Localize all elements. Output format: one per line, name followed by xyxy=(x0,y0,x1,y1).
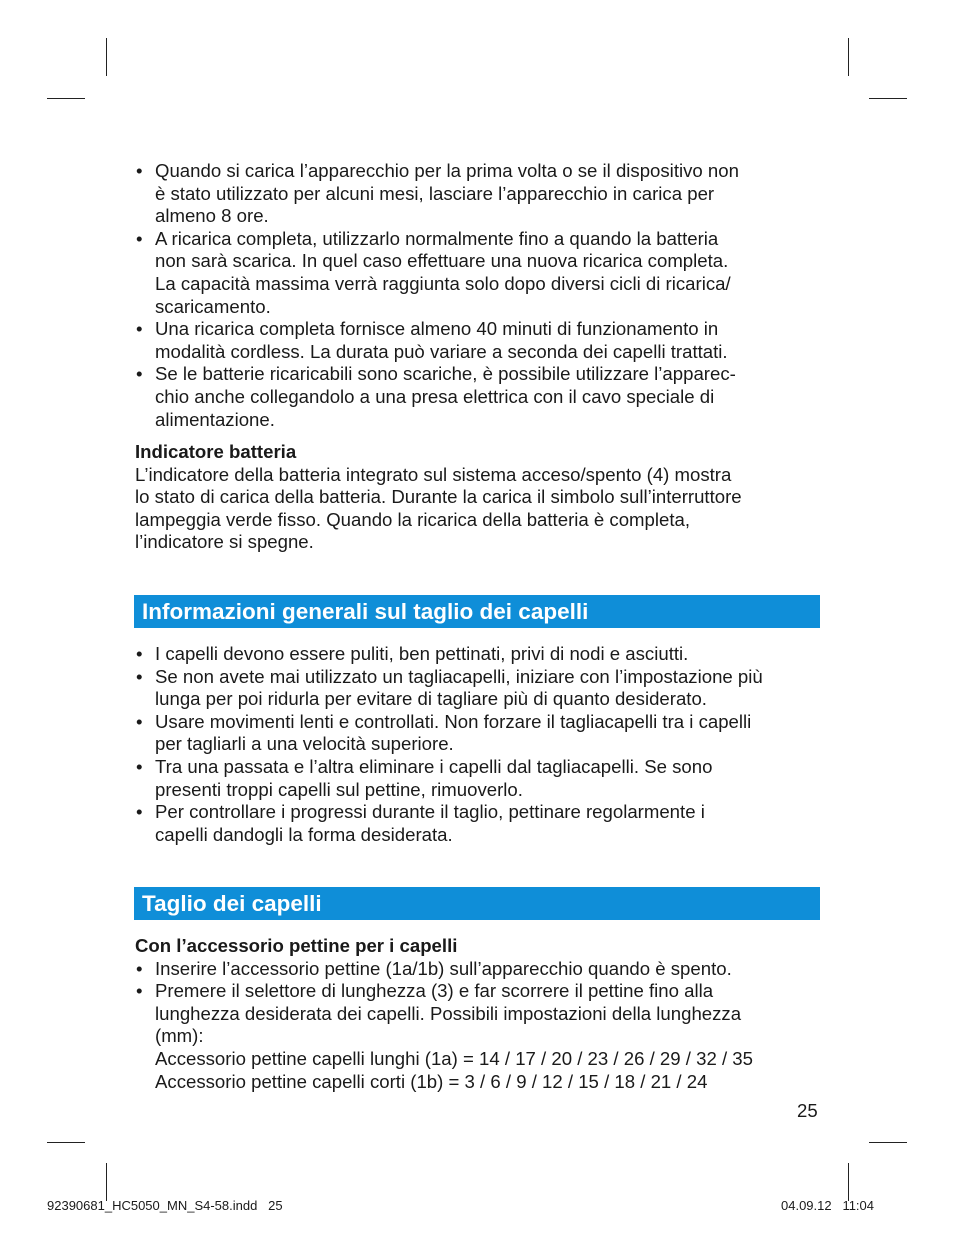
list-item xyxy=(135,756,825,801)
cutting-subtitle: Con l’accessorio pettine per i capelli xyxy=(135,935,458,956)
line: alimentazione. xyxy=(155,408,275,430)
section-heading-general-info: Informazioni generali sul taglio dei capelli xyxy=(134,595,820,628)
line: Inserire l’accessorio pettine (1a/1b) sull’apparecchio quando è spento. xyxy=(155,957,732,979)
line: capelli dandogli la forma desiderata. xyxy=(155,823,453,845)
list-item xyxy=(135,643,825,666)
line: lunghezza desiderata dei capelli. Possibili impostazioni della lunghezza xyxy=(155,1002,742,1024)
crop-mark-bottom-left-vertical xyxy=(106,1163,107,1201)
crop-mark-top-left-horizontal xyxy=(47,98,85,99)
crop-mark-bottom-right-vertical xyxy=(848,1163,849,1201)
line: per tagliarli a una velocità superiore. xyxy=(155,733,454,755)
line: Usare movimenti lenti e controllati. Non forzare il tagliacapelli tra i capelli xyxy=(155,710,752,732)
line: scaricamento. xyxy=(155,295,271,317)
line: A ricarica completa, utilizzarlo normalmente fino a quando la batteria xyxy=(155,227,719,249)
battery-indicator-section xyxy=(135,441,825,554)
crop-mark-top-right-vertical xyxy=(848,38,849,76)
line: I capelli devono essere puliti, ben pettinati, privi di nodi e asciutti. xyxy=(155,643,689,664)
line: La capacità massima verrà raggiunta solo dopo diversi cicli di ricarica/ xyxy=(155,272,731,294)
line: Accessorio pettine capelli lunghi (1a) = 14 / 17 / 20 / 23 / 26 / 29 / 32 / 35 xyxy=(155,1047,753,1069)
line: Premere il selettore di lunghezza (3) e far scorrere il pettine fino alla xyxy=(155,980,714,1002)
line: è stato utilizzato per alcuni mesi, lasciare l’apparecchio in carica per xyxy=(155,182,715,204)
list-item xyxy=(135,958,825,981)
list-item xyxy=(135,228,825,318)
line: non sarà scarica. In quel caso effettuare una nuova ricarica completa. xyxy=(155,250,729,272)
footer-date-time: 04.09.12 11:04 xyxy=(781,1198,875,1213)
line: Tra una passata e l’altra eliminare i capelli dal tagliacapelli. Se sono xyxy=(155,755,713,777)
line: modalità cordless. La durata può variare a seconda dei capelli trattati. xyxy=(155,340,728,362)
list-item xyxy=(135,980,825,1093)
line: chio anche collegandolo a una presa elettrica con il cavo speciale di xyxy=(155,385,715,407)
line: l’indicatore si spegne. xyxy=(135,531,314,553)
crop-mark-bottom-left-horizontal xyxy=(47,1142,85,1143)
footer-file-name: 92390681_HC5050_MN_S4-58.indd 25 xyxy=(47,1198,283,1213)
crop-mark-top-right-horizontal xyxy=(869,98,907,99)
battery-indicator-title: Indicatore batteria xyxy=(135,441,297,462)
list-item xyxy=(135,711,825,756)
line: presenti troppi capelli sul pettine, rimuoverlo. xyxy=(155,778,523,800)
list-item xyxy=(135,666,825,711)
list-item xyxy=(135,801,825,846)
line: Una ricarica completa fornisce almeno 40 minuti di funzionamento in xyxy=(155,318,719,340)
line: Accessorio pettine capelli corti (1b) = 3 / 6 / 9 / 12 / 15 / 18 / 21 / 24 xyxy=(155,1070,708,1092)
cutting-bullet-list xyxy=(135,958,825,1094)
list-item xyxy=(135,160,825,228)
page-number: 25 xyxy=(797,1100,818,1121)
general-info-section xyxy=(135,643,825,846)
charging-bullet-list xyxy=(135,160,825,431)
general-info-bullet-list xyxy=(135,643,825,846)
line: Quando si carica l’apparecchio per la prima volta o se il dispositivo non xyxy=(155,160,739,181)
line: L’indicatore della batteria integrato sul sistema acceso/spento (4) mostra xyxy=(135,463,732,485)
line: (mm): xyxy=(155,1025,204,1047)
line: Per controllare i progressi durante il taglio, pettinare regolarmente i xyxy=(155,801,705,823)
line: Se le batterie ricaricabili sono scariche, è possibile utilizzare l’apparec- xyxy=(155,363,736,385)
crop-mark-top-left-vertical xyxy=(106,38,107,76)
list-item xyxy=(135,363,825,431)
section-heading-cutting: Taglio dei capelli xyxy=(134,887,820,920)
battery-indicator-paragraph xyxy=(135,464,825,554)
cutting-section xyxy=(135,935,825,1093)
crop-mark-bottom-right-horizontal xyxy=(869,1142,907,1143)
line: Se non avete mai utilizzato un tagliacapelli, iniziare con l’impostazione più xyxy=(155,665,763,687)
line: lunga per poi ridurla per evitare di tagliare più di quanto desiderato. xyxy=(155,688,707,710)
line: lo stato di carica della batteria. Durante la carica il simbolo sull’interruttore xyxy=(135,486,742,508)
charging-section xyxy=(135,160,825,431)
line: almeno 8 ore. xyxy=(155,205,269,227)
line: lampeggia verde fisso. Quando la ricarica della batteria è completa, xyxy=(135,508,691,530)
list-item xyxy=(135,318,825,363)
